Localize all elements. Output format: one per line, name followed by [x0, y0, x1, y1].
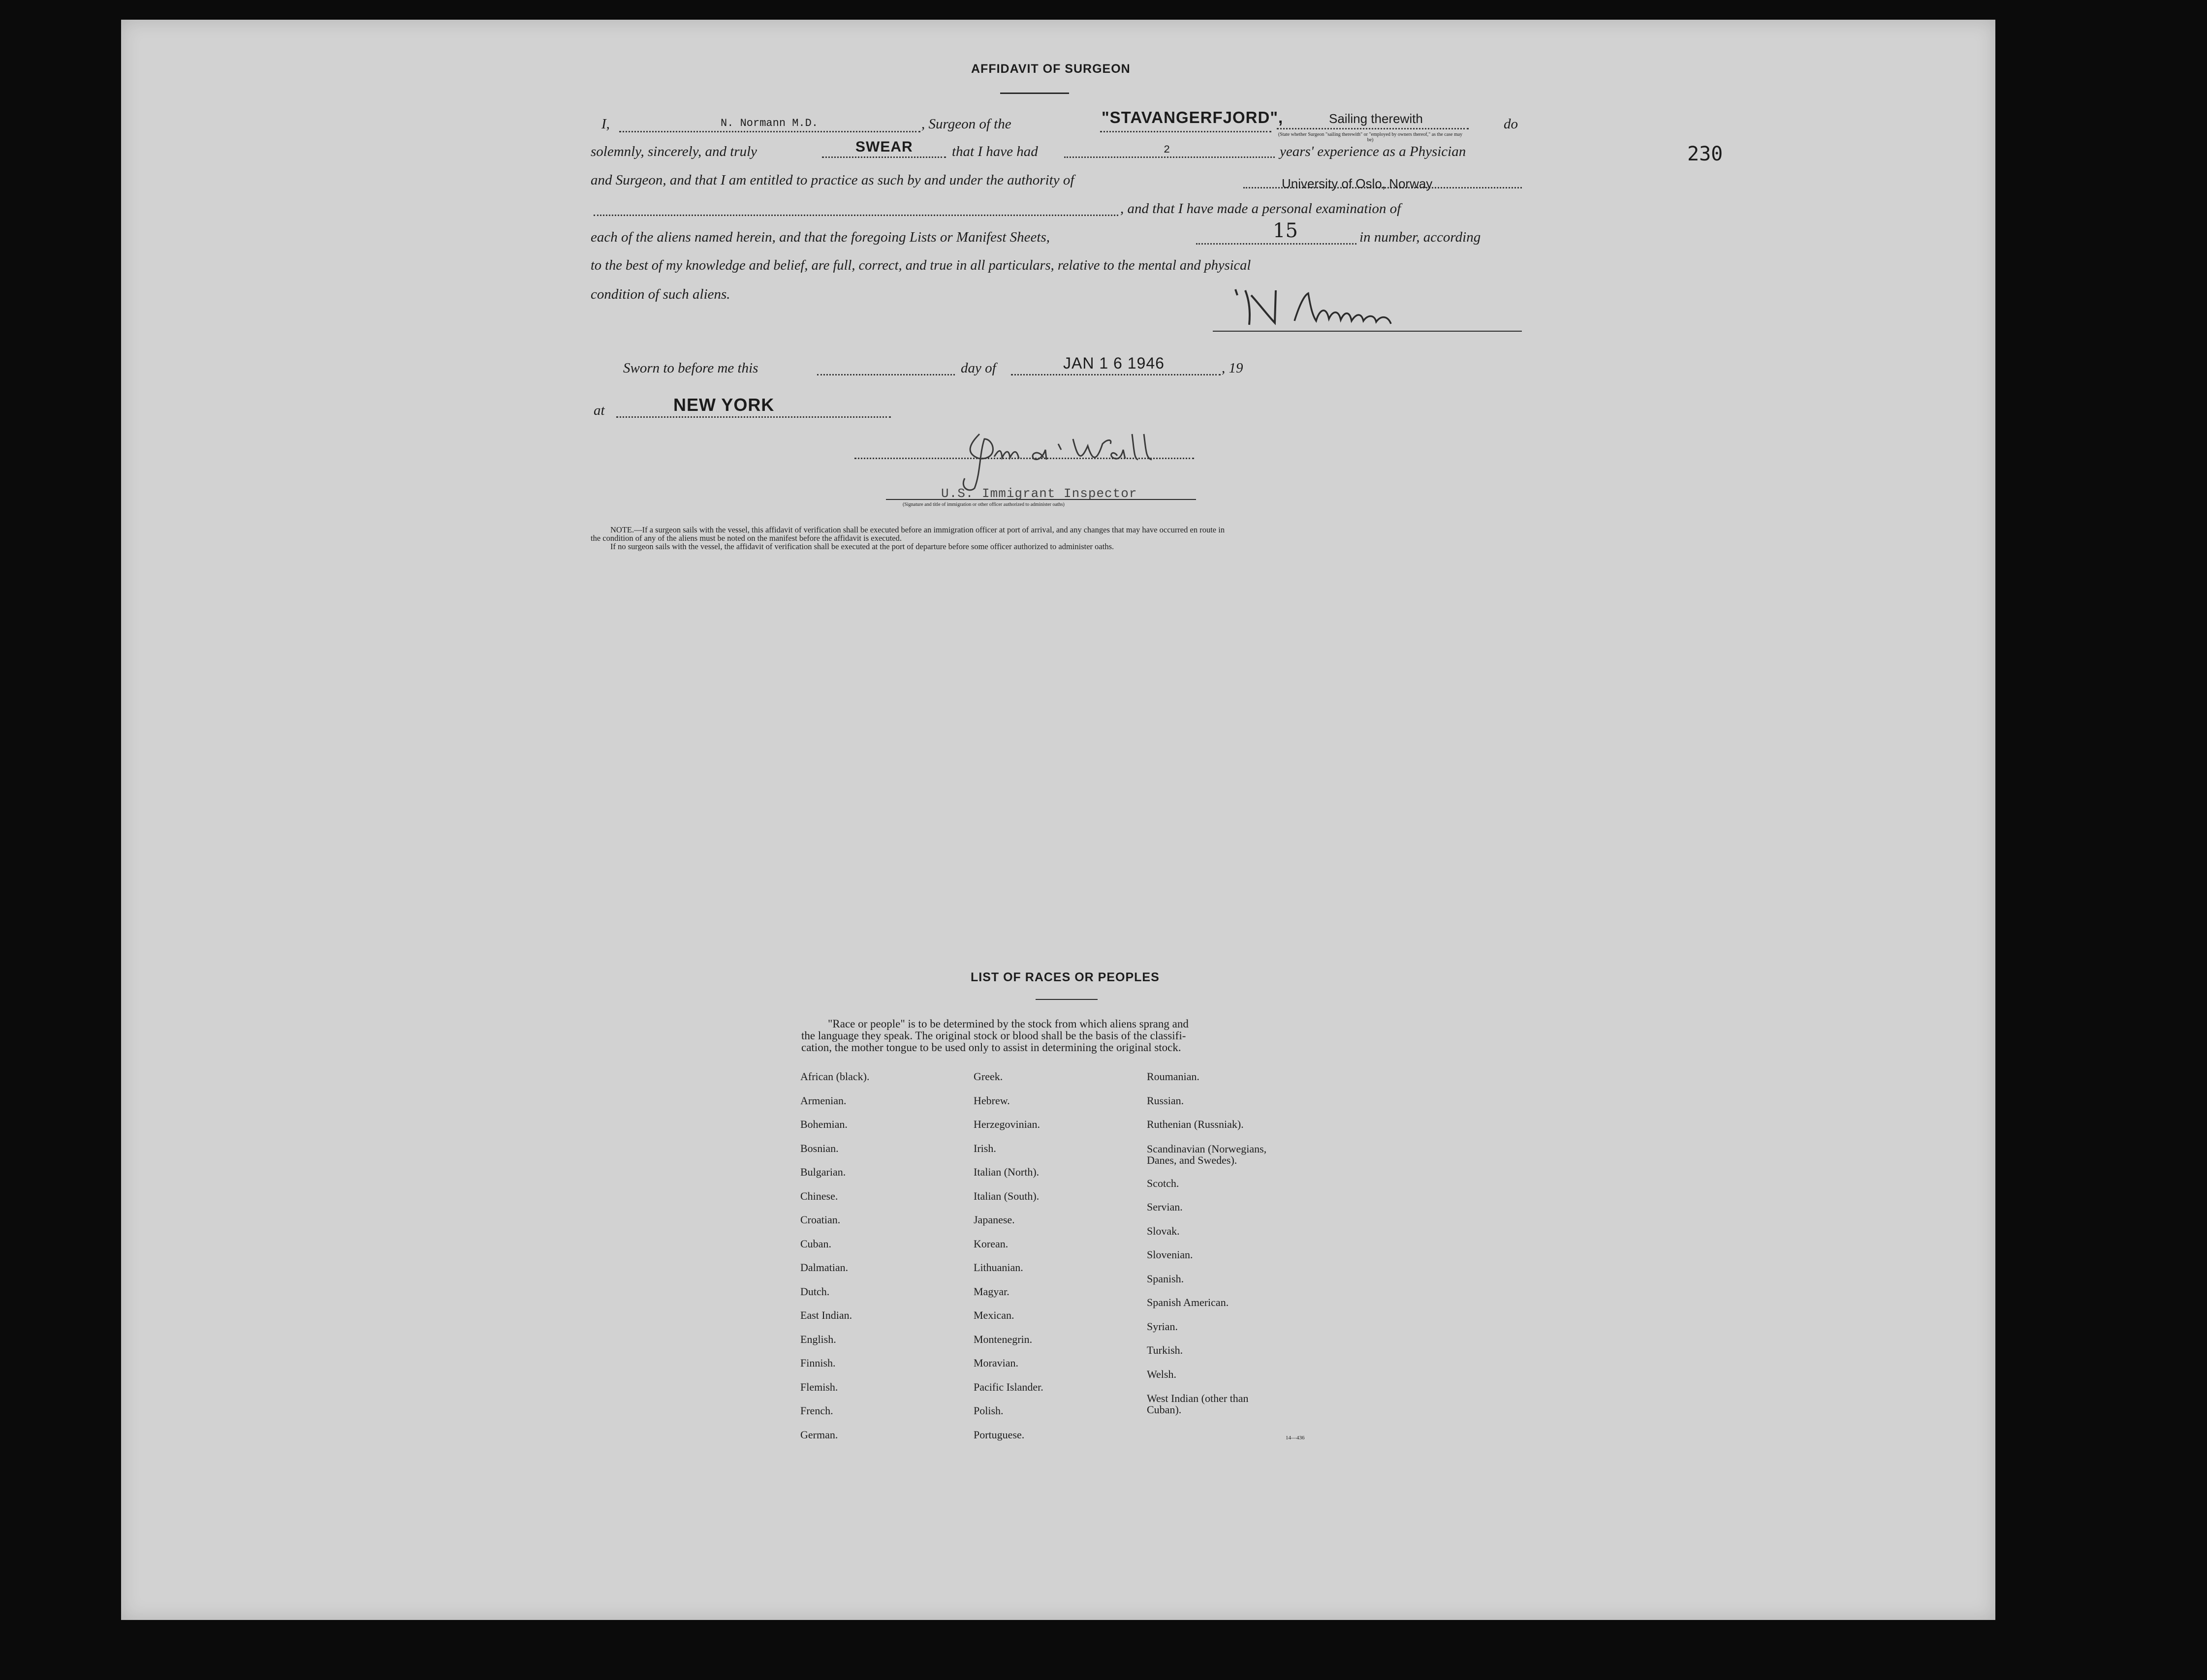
affidavit-text-had: that I have had — [952, 144, 1038, 159]
race-item: East Indian. — [800, 1309, 852, 1321]
races-title: LIST OF RACES OR PEOPLES — [971, 970, 1160, 984]
affidavit-text-examination: , and that I have made a personal examination of — [1120, 201, 1401, 217]
race-item: African (black). — [800, 1070, 870, 1083]
races-intro-1: "Race or people" is to be determined by the stock from which aliens sprang and — [828, 1018, 1189, 1030]
affidavit-text-in-number: in number, according — [1359, 229, 1481, 245]
race-item: Greek. — [974, 1070, 1003, 1083]
authority-continuation-line — [594, 215, 1118, 216]
place-value: NEW YORK — [673, 395, 775, 415]
race-item: German. — [800, 1428, 838, 1441]
race-item: Irish. — [974, 1142, 996, 1154]
race-item: Italian (South). — [974, 1189, 1040, 1202]
race-item: Cuban. — [800, 1237, 831, 1250]
race-item: Bulgarian. — [800, 1166, 846, 1178]
race-item: Chinese. — [800, 1189, 838, 1202]
race-item: Slovak. — [1147, 1224, 1180, 1237]
race-item: Herzegovinian. — [974, 1118, 1040, 1130]
authority-value: University of Oslo, Norway — [1282, 176, 1433, 191]
title-underline — [1000, 93, 1069, 94]
race-item: Italian (North). — [974, 1166, 1040, 1178]
note-line-3: If no surgeon sails with the vessel, the affidavit of verification shall be executed at the port of departure before some officer authorized to administer oaths. — [610, 542, 1114, 551]
surgeon-signature-line — [1213, 331, 1522, 332]
surgeon-signature — [1221, 276, 1427, 335]
affidavit-text-years-exp: years' experience as a Physician — [1280, 144, 1466, 159]
at-label: at — [594, 403, 605, 418]
race-item: English. — [800, 1333, 836, 1345]
race-item: Finnish. — [800, 1357, 836, 1369]
surgeon-name: N. Normann M.D. — [721, 117, 819, 129]
form-code: 14—436 — [1286, 1435, 1305, 1441]
race-item: Korean. — [974, 1237, 1009, 1250]
race-item: Spanish. — [1147, 1272, 1184, 1285]
note-line-1: NOTE.—If a surgeon sails with the vessel, this affidavit of verification shall be executed before an immigration officer at port of arrival, and any changes that may have occurred en route in — [610, 525, 1225, 534]
page-number: 230 — [1687, 143, 1723, 165]
race-item: Slovenian. — [1147, 1248, 1193, 1261]
race-item: West Indian (other than Cuban). — [1147, 1392, 1249, 1416]
race-item: Portuguese. — [974, 1428, 1025, 1441]
race-item: Flemish. — [800, 1380, 838, 1393]
affidavit-text-solemnly: solemnly, sincerely, and truly — [591, 144, 757, 159]
inspector-hint: (Signature and title of immigration or other officer authorized to administer oaths) — [903, 502, 1065, 507]
races-column-2 — [974, 1065, 1043, 1447]
races-intro-2: the language they speak. The original stock or blood shall be the basis of the classifi- — [801, 1029, 1186, 1042]
race-item: Japanese. — [974, 1213, 1015, 1226]
day-of-label: day of — [961, 360, 996, 376]
affidavit-text-and-surgeon: and Surgeon, and that I am entitled to practice as such by and under the authority of — [591, 172, 1074, 188]
affidavit-text-each: each of the aliens named herein, and that the foregoing Lists or Manifest Sheets, — [591, 229, 1050, 245]
race-item: Turkish. — [1147, 1344, 1183, 1356]
sworn-label: Sworn to before me this — [623, 360, 758, 376]
years-value: 2 — [1164, 144, 1170, 156]
inspector-signature-line — [854, 458, 1194, 459]
inspector-title-line — [886, 499, 1196, 500]
status-hint: (State whether Surgeon "sailing therewith" or "employed by owners thereof," as the case may be) — [1278, 132, 1463, 143]
race-item: Dutch. — [800, 1285, 830, 1298]
vessel-line — [1100, 131, 1271, 132]
race-item: Bohemian. — [800, 1118, 848, 1130]
races-title-underline — [1036, 999, 1098, 1000]
affidavit-text-i: I, — [601, 116, 610, 132]
affidavit-text-best: to the best of my knowledge and belief, are full, correct, and true in all particulars, relative to the mental and physical — [591, 258, 1251, 273]
affidavit-text-do: do — [1504, 116, 1518, 132]
surgeon-status: Sailing therewith — [1329, 111, 1423, 126]
status-line — [1277, 128, 1469, 129]
race-item: Russian. — [1147, 1094, 1184, 1107]
inspector-title: U.S. Immigrant Inspector — [941, 486, 1137, 501]
race-item: Moravian. — [974, 1357, 1019, 1369]
sheets-count: 15 — [1273, 219, 1298, 242]
race-item: Scotch. — [1147, 1177, 1179, 1189]
races-column-3 — [1147, 1065, 1275, 1421]
sworn-date-line — [1011, 374, 1221, 375]
affidavit-text-condition: condition of such aliens. — [591, 286, 730, 302]
race-item: Pacific Islander. — [974, 1380, 1043, 1393]
race-item: Roumanian. — [1147, 1070, 1199, 1083]
year-prefix: , 19 — [1222, 360, 1243, 376]
race-item: French. — [800, 1404, 833, 1417]
oath-word: SWEAR — [855, 139, 913, 155]
race-item: Armenian. — [800, 1094, 847, 1107]
race-item: Dalmatian. — [800, 1261, 849, 1274]
race-item: Magyar. — [974, 1285, 1009, 1298]
race-item: Scandinavian (Norwegians, Danes, and Swedes). — [1147, 1142, 1267, 1166]
vessel-name: "STAVANGERFJORD", — [1102, 108, 1284, 126]
sheets-line — [1196, 243, 1356, 245]
note-line-2: the condition of any of the aliens must be noted on the manifest before the affidavit is executed. — [591, 533, 902, 543]
race-item: Croatian. — [800, 1213, 841, 1226]
races-column-1 — [800, 1065, 869, 1447]
race-item: Lithuanian. — [974, 1261, 1023, 1274]
race-item: Polish. — [974, 1404, 1004, 1417]
years-line — [1064, 156, 1275, 158]
surgeon-name-line — [619, 131, 920, 132]
race-item: Spanish American. — [1147, 1296, 1229, 1308]
race-item: Mexican. — [974, 1309, 1014, 1321]
affidavit-title: AFFIDAVIT OF SURGEON — [971, 62, 1131, 76]
race-item: Bosnian. — [800, 1142, 839, 1154]
affidavit-text-surgeon-of: , Surgeon of the — [921, 116, 1011, 132]
race-item: Servian. — [1147, 1201, 1183, 1213]
race-item: Syrian. — [1147, 1320, 1178, 1333]
place-line — [616, 416, 891, 418]
race-item: Welsh. — [1147, 1368, 1176, 1380]
races-intro-3: cation, the mother tongue to be used only to assist in determining the original stock. — [801, 1041, 1181, 1054]
oath-line — [822, 156, 946, 158]
race-item: Montenegrin. — [974, 1333, 1033, 1345]
race-item: Hebrew. — [974, 1094, 1010, 1107]
date-stamp: JAN 1 6 1946 — [1063, 354, 1165, 372]
race-item: Ruthenian (Russniak). — [1147, 1118, 1244, 1130]
sworn-day-line — [817, 374, 955, 375]
